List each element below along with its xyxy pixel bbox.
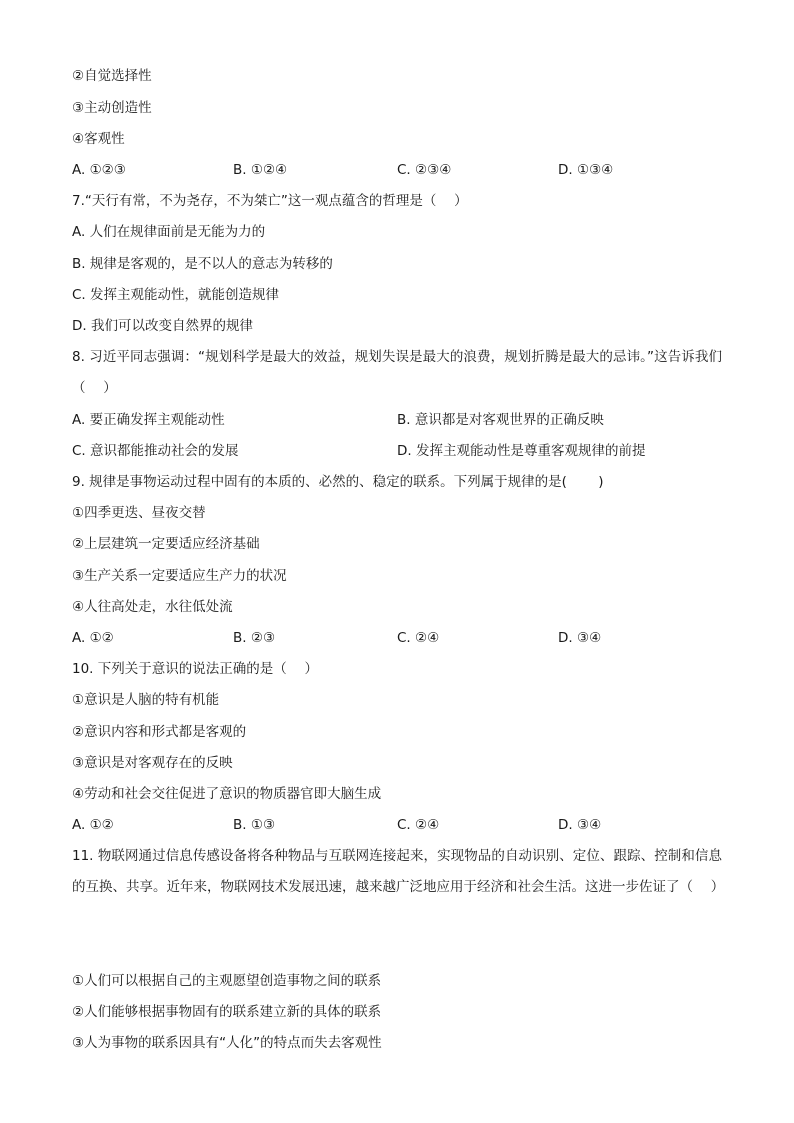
q9-item-1: ①四季更迭、昼夜交替 bbox=[72, 505, 206, 521]
q10-option-c: C. ②④ bbox=[397, 817, 440, 833]
q10-item-1: ①意识是人脑的特有机能 bbox=[72, 692, 220, 708]
q11-item-1: ①人们可以根据自己的主观愿望创造事物之间的联系 bbox=[72, 973, 382, 989]
q8-options-row-2 bbox=[72, 441, 732, 461]
q6-option-b: B. ①②④ bbox=[233, 162, 288, 178]
q6-option-d: D. ①③④ bbox=[558, 162, 614, 178]
q6-option-c: C. ②③④ bbox=[397, 162, 452, 178]
q6-options bbox=[72, 160, 732, 180]
q8-options-row-1 bbox=[72, 410, 732, 430]
q10-item-3: ③意识是对客观存在的反映 bbox=[72, 755, 233, 771]
q9-item-3: ③生产关系一定要适应生产力的状况 bbox=[72, 568, 287, 584]
q9-option-d: D. ③④ bbox=[558, 630, 602, 646]
q6-item-4: ④客观性 bbox=[72, 131, 125, 147]
q9-item-4: ④人往高处走，水往低处流 bbox=[72, 599, 233, 615]
q7-option-b: B. 规律是客观的，是不以人的意志为转移的 bbox=[72, 256, 333, 272]
q10-item-2: ②意识内容和形式都是客观的 bbox=[72, 724, 247, 740]
q11-item-3: ③人为事物的联系因具有“人化”的特点而失去客观性 bbox=[72, 1035, 382, 1051]
q9-option-a: A. ①② bbox=[72, 630, 114, 646]
q9-item-2: ②上层建筑一定要适应经济基础 bbox=[72, 536, 260, 552]
q6-item-3: ③主动创造性 bbox=[72, 100, 152, 116]
q7-option-a: A. 人们在规律面前是无能为力的 bbox=[72, 224, 266, 240]
q10-option-d: D. ③④ bbox=[558, 817, 602, 833]
q10-options bbox=[72, 815, 732, 835]
q10-option-b: B. ①③ bbox=[233, 817, 276, 833]
q7-option-d: D. 我们可以改变自然界的规律 bbox=[72, 318, 253, 334]
q8-option-d: D. 发挥主观能动性是尊重客观规律的前提 bbox=[397, 443, 646, 459]
q9-option-b: B. ②③ bbox=[233, 630, 276, 646]
q8-option-c: C. 意识都能推动社会的发展 bbox=[72, 443, 239, 459]
q9-option-c: C. ②④ bbox=[397, 630, 440, 646]
q8-stem: 8. 习近平同志强调：“规划科学是最大的效益，规划失误是最大的浪费，规划折腾是最大的忌讳。”这告诉我们（ ） bbox=[72, 349, 722, 396]
q10-option-a: A. ①② bbox=[72, 817, 114, 833]
q9-stem: 9. 规律是事物运动过程中固有的本质的、必然的、稳定的联系。下列属于规律的是( ) bbox=[72, 474, 604, 490]
q11-item-2: ②人们能够根据事物固有的联系建立新的具体的联系 bbox=[72, 1004, 382, 1020]
q7-option-c: C. 发挥主观能动性，就能创造规律 bbox=[72, 287, 280, 303]
q6-item-2: ②自觉选择性 bbox=[72, 68, 152, 84]
q7-stem: 7.“天行有常，不为尧存，不为桀亡”这一观点蕴含的哲理是（ ） bbox=[72, 193, 468, 209]
q9-options bbox=[72, 628, 732, 648]
q8-option-a: A. 要正确发挥主观能动性 bbox=[72, 412, 225, 428]
q10-item-4: ④劳动和社会交往促进了意识的物质器官即大脑生成 bbox=[72, 786, 382, 802]
q11-stem: 11. 物联网通过信息传感设备将各种物品与互联网连接起来，实现物品的自动识别、定位、跟踪、控制和信息的互换、共享。近年来，物联网技术发展迅速，越来越广泛地应用于经济和社会生活。这进一步佐证了（ ） bbox=[72, 848, 725, 895]
q6-option-a: A. ①②③ bbox=[72, 162, 126, 178]
q10-stem: 10. 下列关于意识的说法正确的是（ ） bbox=[72, 661, 319, 677]
q8-option-b: B. 意识都是对客观世界的正确反映 bbox=[397, 412, 604, 428]
